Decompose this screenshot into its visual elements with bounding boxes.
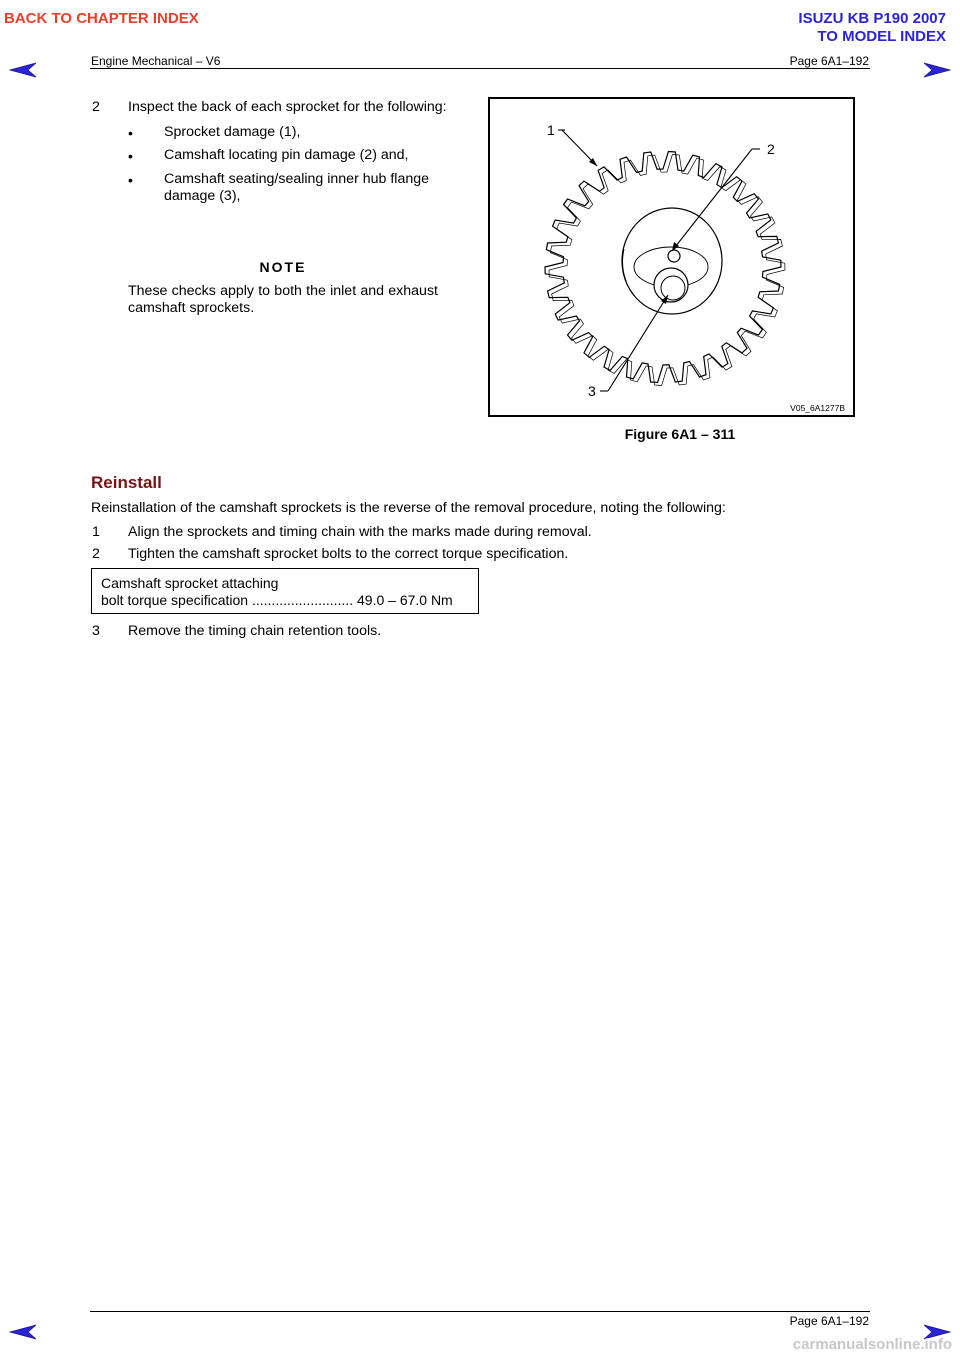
model-index-link[interactable]: [798, 10, 946, 46]
figure-code: V05_6A1277B: [790, 403, 845, 413]
reinstall-step-text: Tighten the camshaft sprocket bolts to the correct torque specification.: [128, 546, 569, 562]
footer-rule: [90, 1311, 870, 1312]
reinstall-step-number: 3: [92, 623, 100, 639]
reinstall-step-text: Remove the timing chain retention tools.: [128, 623, 382, 639]
bullet-marker: •: [128, 148, 133, 164]
callout-3: 3: [588, 383, 596, 399]
footer-page-number: Page 6A1–192: [789, 1314, 869, 1328]
bullet-marker: •: [128, 125, 133, 141]
reinstall-step-text: Align the sprockets and timing chain with the marks made during removal.: [128, 524, 592, 540]
header-section-title: Engine Mechanical – V6: [91, 54, 221, 68]
camshaft-sprocket-illustration: [490, 99, 853, 415]
hub-bore: [654, 268, 688, 302]
bullet-hub-flange: Camshaft seating/sealing inner hub flange damage (3),: [164, 171, 430, 204]
reinstall-heading: Reinstall: [91, 473, 162, 492]
torque-spec-line1: Camshaft sprocket attaching: [101, 575, 279, 591]
header-rule: [90, 68, 870, 69]
reinstall-step-number: 2: [92, 546, 100, 562]
sprocket-figure: [488, 97, 855, 417]
to-model-index-label: TO MODEL INDEX: [817, 28, 946, 45]
reinstall-intro: Reinstallation of the camshaft sprockets is the reverse of the removal procedure, noting the following:: [91, 500, 726, 516]
bullet-sprocket-damage: Sprocket damage (1),: [164, 124, 301, 140]
bullet-marker: •: [128, 172, 133, 188]
note-title: NOTE: [259, 259, 307, 275]
previous-page-arrow-icon[interactable]: [8, 1322, 38, 1342]
inspect-step-number: 2: [92, 99, 100, 115]
brand-title: ISUZU KB P190 2007: [798, 10, 946, 27]
bullet-locating-pin: Camshaft locating pin damage (2) and,: [164, 147, 409, 163]
back-to-chapter-index-link[interactable]: BACK TO CHAPTER INDEX: [4, 10, 199, 27]
reinstall-step-number: 1: [92, 524, 100, 540]
torque-spec-line2: bolt torque specification .......................... 49.0 – 67.0 Nm: [101, 592, 453, 608]
next-page-arrow-icon[interactable]: [922, 60, 952, 80]
note-body: These checks apply to both the inlet and exhaust camshaft sprockets.: [128, 283, 438, 316]
header-page-number: Page 6A1–192: [789, 54, 869, 68]
previous-page-arrow-icon[interactable]: [8, 60, 38, 80]
site-watermark: carmanualsonline.info: [792, 1336, 952, 1353]
callout-2: 2: [767, 141, 775, 157]
figure-caption: Figure 6A1 – 311: [624, 426, 736, 442]
callout-1: 1: [547, 122, 555, 138]
locating-pin: [668, 250, 680, 262]
torque-spec-box: [91, 568, 479, 614]
inspect-step-text: Inspect the back of each sprocket for the following:: [128, 99, 447, 115]
